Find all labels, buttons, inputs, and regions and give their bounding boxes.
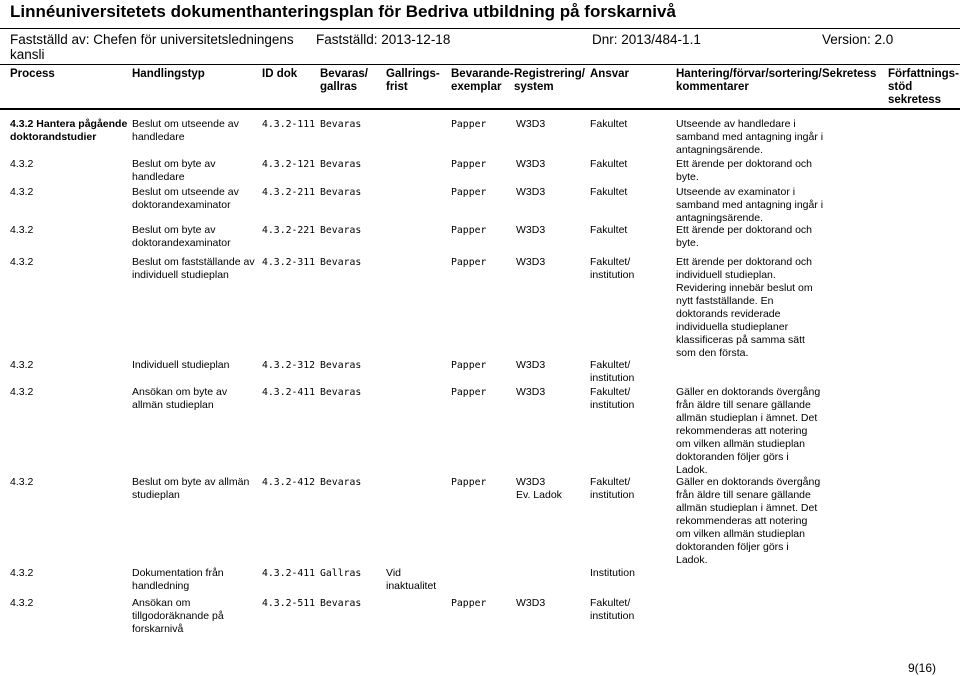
cell-registrering: W3D3 — [516, 186, 546, 198]
cell-handlingstyp: Ansökan om tillgodoräknande på forskarnivå — [132, 597, 224, 635]
document-title: Linnéuniversitetets dokumenthanteringsplan för Bedriva utbildning på forskarnivå — [10, 2, 676, 21]
cell-ansvar: Institution — [590, 567, 635, 579]
cell-exemplar: Papper — [451, 225, 487, 236]
column-header-process: Process — [10, 68, 55, 80]
cell-process: 4.3.2 — [10, 359, 34, 371]
cell-bevaras: Bevaras — [320, 257, 362, 268]
cell-registrering: W3D3 — [516, 256, 546, 268]
column-header-forfattningsstod-sekretess: Författnings- stöd sekretess — [888, 68, 959, 106]
cell-bevaras: Bevaras — [320, 598, 362, 609]
cell-process: 4.3.2 — [10, 476, 34, 488]
cell-exemplar: Papper — [451, 159, 487, 170]
cell-registrering: W3D3 — [516, 386, 546, 398]
cell-registrering: W3D3 — [516, 158, 546, 170]
cell-exemplar: Papper — [451, 119, 487, 130]
cell-ansvar: Fakultet — [590, 118, 628, 130]
cell-exemplar: Papper — [451, 477, 487, 488]
established-date: Fastställd: 2013-12-18 — [316, 32, 451, 47]
cell-handlingstyp: Beslut om byte av handledare — [132, 158, 216, 183]
cell-kommentar: Gäller en doktorands övergång från äldre till senare gällande allmän studieplan i ämnet. Det rekommenderas att notering om vilken allmän studieplan doktoranden följer görs i Ladok. — [676, 386, 821, 476]
cell-bevaras: Bevaras — [320, 477, 362, 488]
established-by: Fastställd av: Chefen för universitetsledningens kansli — [10, 32, 294, 62]
cell-kommentar: Ett ärende per doktorand och byte. — [676, 224, 813, 249]
cell-id: 4.3.2-311 — [262, 257, 316, 268]
column-header-sekretess: Sekretess — [822, 68, 877, 80]
cell-kommentar: Gäller en doktorands övergång från äldre till senare gällande allmän studieplan i ämnet. Det rekommenderas att notering om vilken allmän studieplan doktoranden följer görs i Ladok. — [676, 476, 821, 566]
column-header-hantering-kommentarer: Hantering/förvar/sortering/ kommentarer — [676, 68, 822, 93]
cell-registrering: W3D3 — [516, 597, 546, 609]
cell-ansvar: Fakultet/ institution — [590, 386, 635, 411]
cell-process: 4.3.2 — [10, 158, 34, 170]
cell-registrering: W3D3 Ev. Ladok — [516, 476, 562, 501]
column-header-gallringsfrist: Gallrings- frist — [386, 68, 440, 93]
column-header-bevarandeexemplar: Bevarande- exemplar — [451, 68, 514, 93]
cell-process: 4.3.2 — [10, 224, 34, 236]
cell-id: 4.3.2-411 — [262, 568, 316, 579]
cell-process: 4.3.2 — [10, 256, 34, 268]
divider — [0, 64, 960, 65]
cell-handlingstyp: Ansökan om byte av allmän studieplan — [132, 386, 228, 411]
column-header-registrering-system: Registrering/ system — [514, 68, 585, 93]
cell-registrering: W3D3 — [516, 118, 546, 130]
cell-ansvar: Fakultet — [590, 224, 628, 236]
cell-process: 4.3.2 — [10, 597, 34, 609]
cell-id: 4.3.2-121 — [262, 159, 316, 170]
cell-ansvar: Fakultet — [590, 158, 628, 170]
column-header-ansvar: Ansvar — [590, 68, 629, 80]
header-bottom-rule — [0, 108, 960, 110]
cell-id: 4.3.2-211 — [262, 187, 316, 198]
cell-process: 4.3.2 — [10, 567, 34, 579]
cell-handlingstyp: Beslut om utseende av handledare — [132, 118, 239, 143]
cell-id: 4.3.2-111 — [262, 119, 316, 130]
cell-ansvar: Fakultet/ institution — [590, 256, 635, 281]
cell-handlingstyp: Dokumentation från handledning — [132, 567, 224, 592]
cell-bevaras: Bevaras — [320, 159, 362, 170]
cell-id: 4.3.2-411 — [262, 387, 316, 398]
cell-registrering: W3D3 — [516, 224, 546, 236]
cell-bevaras: Bevaras — [320, 360, 362, 371]
cell-exemplar: Papper — [451, 598, 487, 609]
cell-bevaras: Bevaras — [320, 225, 362, 236]
column-header-bevaras-gallras: Bevaras/ gallras — [320, 68, 368, 93]
cell-bevaras: Bevaras — [320, 387, 362, 398]
cell-ansvar: Fakultet — [590, 186, 628, 198]
cell-ansvar: Fakultet/ institution — [590, 597, 635, 622]
cell-registrering: W3D3 — [516, 359, 546, 371]
cell-handlingstyp: Beslut om byte av allmän studieplan — [132, 476, 250, 501]
diary-number: Dnr: 2013/484-1.1 — [592, 32, 701, 47]
cell-exemplar: Papper — [451, 257, 487, 268]
cell-kommentar: Utseende av examinator i samband med antagning ingår i antagningsärende. — [676, 186, 824, 224]
divider — [0, 28, 960, 29]
cell-exemplar: Papper — [451, 360, 487, 371]
cell-exemplar: Papper — [451, 387, 487, 398]
version: Version: 2.0 — [822, 32, 894, 47]
cell-bevaras: Bevaras — [320, 119, 362, 130]
cell-bevaras: Gallras — [320, 568, 362, 579]
cell-process: 4.3.2 Hantera pågående doktorandstudier — [10, 118, 128, 143]
column-header-handlingstyp: Handlingstyp — [132, 68, 205, 80]
cell-id: 4.3.2-221 — [262, 225, 316, 236]
cell-process: 4.3.2 — [10, 186, 34, 198]
cell-kommentar: Utseende av handledare i samband med antagning ingår i antagningsärende. — [676, 118, 824, 156]
cell-ansvar: Fakultet/ institution — [590, 476, 635, 501]
cell-ansvar: Fakultet/ institution — [590, 359, 635, 384]
cell-process: 4.3.2 — [10, 386, 34, 398]
cell-handlingstyp: Beslut om utseende av doktorandexaminator — [132, 186, 239, 211]
cell-id: 4.3.2-412 — [262, 477, 316, 488]
cell-handlingstyp: Individuell studieplan — [132, 359, 230, 371]
cell-handlingstyp: Beslut om byte av doktorandexaminator — [132, 224, 231, 249]
cell-exemplar: Papper — [451, 187, 487, 198]
cell-kommentar: Ett ärende per doktorand och individuell studieplan. Revidering innebär beslut om nytt fastställande. En doktorands reviderade individuella studieplaner klassificeras på samma sätt som den första. — [676, 256, 813, 359]
column-header-id-dok: ID dok — [262, 68, 298, 80]
cell-id: 4.3.2-312 — [262, 360, 316, 371]
cell-kommentar: Ett ärende per doktorand och byte. — [676, 158, 813, 183]
cell-bevaras: Bevaras — [320, 187, 362, 198]
page-number: 9(16) — [907, 661, 936, 675]
cell-frist: Vid inaktualitet — [386, 567, 437, 592]
cell-handlingstyp: Beslut om fastställande av individuell studieplan — [132, 256, 255, 281]
cell-id: 4.3.2-511 — [262, 598, 316, 609]
